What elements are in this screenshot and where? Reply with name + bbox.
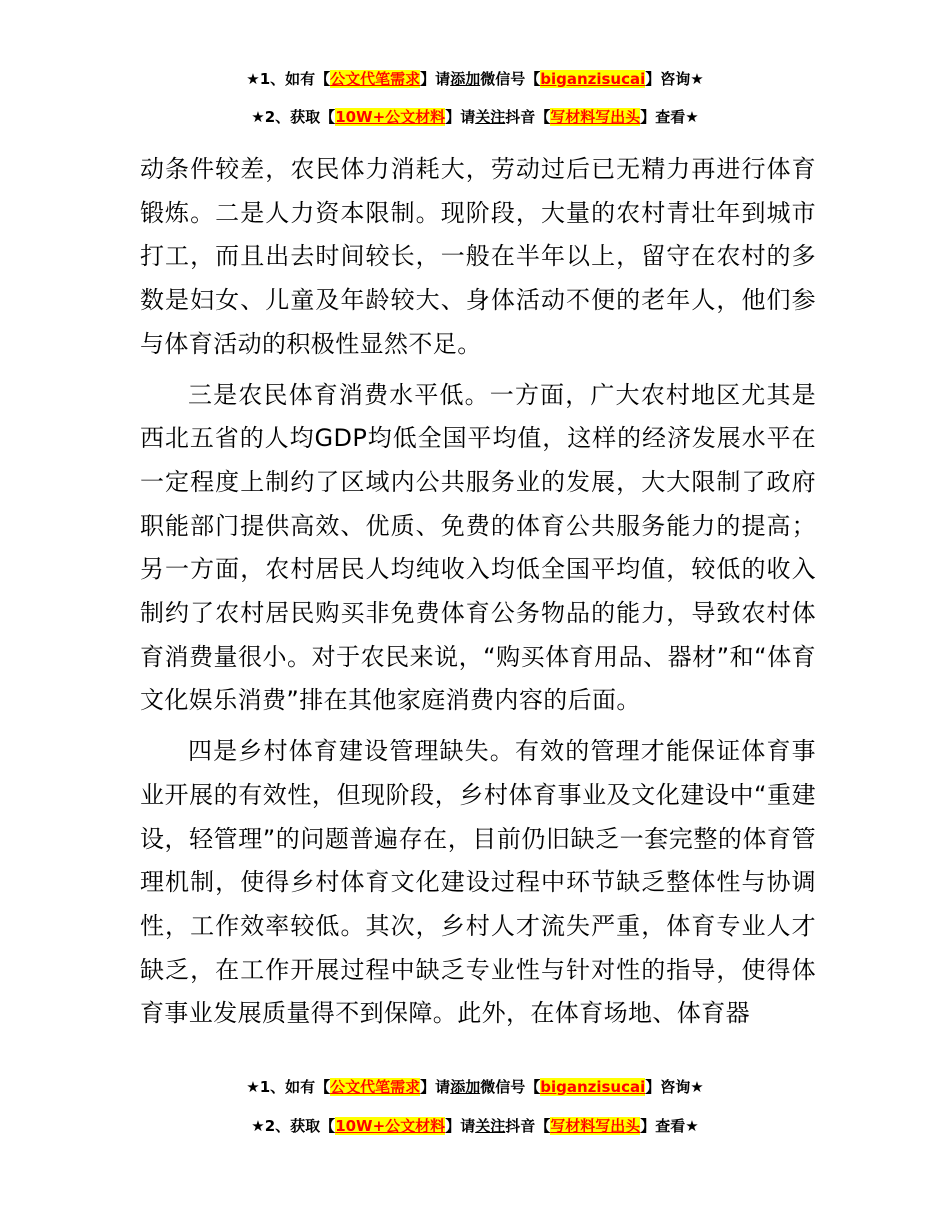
banner-text: ★2、获取【	[251, 1117, 336, 1135]
banner-text: ★1、如有【	[246, 70, 331, 88]
paragraph-1: 动条件较差，农民体力消耗大，劳动过后已无精力再进行体育锻炼。二是人力资本限制。现阶段，大量的农村青壮年到城市打工，而且出去时间较长，一般在半年以上，留守在农村的多数是妇女、儿童及年龄较大、身体活动不便的老年人，他们参与体育活动的积极性显然不足。	[140, 155, 816, 358]
banner-text: 抖音【	[505, 1117, 551, 1135]
footer-banner-line-1	[0, 1076, 950, 1098]
document-body	[140, 148, 816, 1043]
footer-banner-line-2	[0, 1115, 950, 1137]
paragraph-2: 三是农民体育消费水平低。一方面，广大农村地区尤其是西北五省的人均GDP均低全国平均值，这样的经济发展水平在一定程度上制约了区域内公共服务业的发展，大大限制了政府职能部门提供高效、优质、免费的体育公共服务能力的提高；另一方面，农村居民人均纯收入均低全国平均值，较低的收入制约了农村居民购买非免费体育公务物品的能力，导致农村体育消费量很小。对于农民来说，“购买体育用品、器材”和“体育文化娱乐消费”排在其他家庭消费内容的后面。	[140, 380, 816, 715]
banner-text: 】请	[420, 1078, 451, 1096]
banner-text: 】请	[420, 70, 451, 88]
douyin-account: 写材料写出头	[550, 108, 641, 126]
wechat-id: biganzisucai	[540, 1078, 646, 1096]
paragraph-3: 四是乡村体育建设管理缺失。有效的管理才能保证体育事业开展的有效性，但现阶段，乡村体育事业及文化建设中“重建设，轻管理”的问题普遍存在，目前仍旧缺乏一套完整的体育管理机制，使得乡村体育文化建设过程中环节缺乏整体性与协调性，工作效率较低。其次，乡村人才流失严重，体育专业人才缺乏，在工作开展过程中缺乏专业性与针对性的指导，使得体育事业发展质量得不到保障。此外，在体育场地、体育器	[140, 737, 816, 1028]
banner-text: 】请	[445, 1117, 476, 1135]
underlined-text: 关注	[475, 1117, 506, 1135]
wechat-id: biganzisucai	[540, 70, 646, 88]
highlight-service: 公文代笔需求	[330, 70, 421, 88]
banner-text: ★1、如有【	[246, 1078, 331, 1096]
header-banner-line-2	[0, 106, 950, 128]
underlined-text: 添加	[450, 1078, 481, 1096]
banner-text: ★2、获取【	[251, 108, 336, 126]
banner-text: 微信号【	[480, 70, 541, 88]
underlined-text: 添加	[450, 70, 481, 88]
highlight-service: 公文代笔需求	[330, 1078, 421, 1096]
banner-text: 抖音【	[505, 108, 551, 126]
banner-text: 】查看★	[640, 108, 699, 126]
banner-text: 】咨询★	[645, 1078, 704, 1096]
banner-text: 】请	[445, 108, 476, 126]
highlight-materials: 10W+公文材料	[335, 108, 446, 126]
underlined-text: 关注	[475, 108, 506, 126]
banner-text: 】咨询★	[645, 70, 704, 88]
highlight-materials: 10W+公文材料	[335, 1117, 446, 1135]
banner-text: 】查看★	[640, 1117, 699, 1135]
douyin-account: 写材料写出头	[550, 1117, 641, 1135]
banner-text: 微信号【	[480, 1078, 541, 1096]
header-banner-line-1	[0, 68, 950, 90]
